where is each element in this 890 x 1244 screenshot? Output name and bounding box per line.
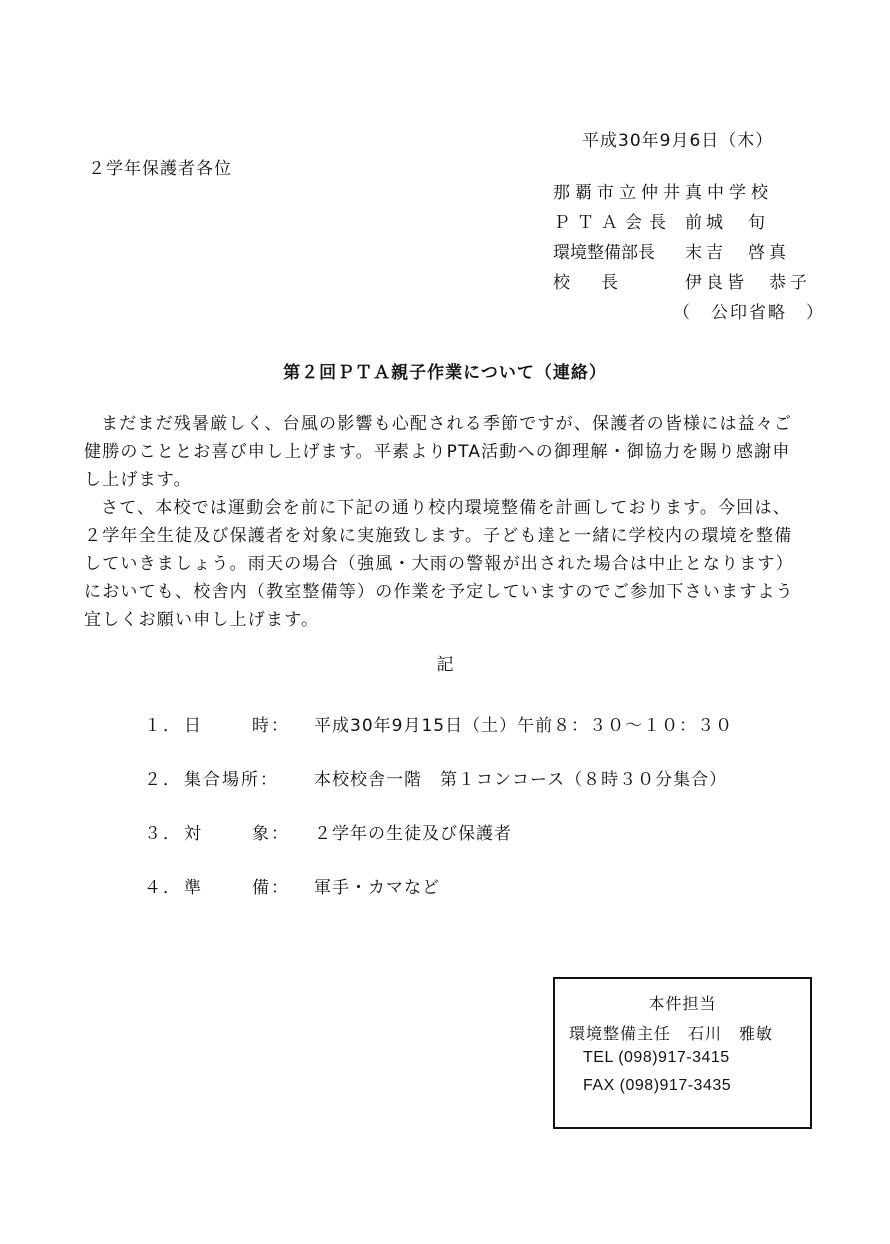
item-label-part: 象： <box>252 824 290 844</box>
contact-title: 本件担当 <box>648 994 717 1013</box>
contact-box <box>553 977 812 1129</box>
sender-row <box>553 268 825 298</box>
item-value: 本校校舎一階 第１コンコース（８時３０分集合） <box>314 770 728 790</box>
sender-block <box>553 178 825 328</box>
details-list <box>144 712 733 928</box>
school-name: 那覇市立仲井真中学校 <box>553 183 773 203</box>
contact-fax: FAX (098)917-3435 <box>583 1077 732 1094</box>
sender-role: 校 長 <box>553 273 625 293</box>
sender-name: 末吉 啓真 <box>685 243 790 263</box>
item-number: ４． <box>144 878 182 898</box>
body-text <box>84 410 804 634</box>
issue-date: 平成30年9月6日（木） <box>582 131 774 151</box>
sender-row <box>553 208 825 238</box>
item-label: 集合場所： <box>184 770 279 790</box>
item-label <box>184 874 290 928</box>
sender-role: ＰＴＡ会長 <box>553 213 673 233</box>
item-label-part: 対 <box>184 824 203 844</box>
item-number: ３． <box>144 824 182 844</box>
document-title: 第２回ＰＴＡ親子作業について（連絡） <box>283 363 607 383</box>
detail-item-preparation <box>144 874 733 928</box>
sender-name: 伊良皆 恭子 <box>685 273 811 293</box>
body-paragraph: さて、本校では運動会を前に下記の通り校内環境整備を計画しております。今回は、２学年全生徒及び保護者を対象に実施致します。子ども達と一緒に学校内の環境を整備していきましょう。雨天の場合（強風・大雨の警報が出された場合は中止となります）においても、校舎内（教室整備等）の作業を予定していますのでご参加下さいますよう宜しくお願い申し上げます。 <box>84 498 794 630</box>
item-label-part: 準 <box>184 878 203 898</box>
contact-phone: TEL (098)917-3415 <box>583 1049 730 1066</box>
detail-item-target <box>144 820 733 874</box>
sender-name: 前城 旬 <box>685 213 769 233</box>
item-value: ２学年の生徒及び保護者 <box>314 824 512 844</box>
contact-person: 環境整備主任 石川 雅敏 <box>569 1024 774 1043</box>
detail-item-place <box>144 766 733 820</box>
ki-heading: 記 <box>436 655 454 675</box>
item-label-part: 備： <box>252 878 290 898</box>
item-value: 平成30年9月15日（土）午前８：３０～１０：３０ <box>314 716 734 736</box>
recipient: ２学年保護者各位 <box>88 159 232 179</box>
sender-role: 環境整備部長 <box>553 243 655 263</box>
item-label <box>184 820 290 874</box>
item-label-part: 日 <box>184 716 203 736</box>
item-number: ２． <box>144 770 182 790</box>
item-label <box>184 712 290 766</box>
detail-item-date <box>144 712 733 766</box>
item-label-part: 時： <box>252 716 290 736</box>
item-number: １． <box>144 716 182 736</box>
body-paragraph: まだまだ残暑厳しく、台風の影響も心配される季節ですが、保護者の皆様には益々ご健勝のこととお喜び申し上げます。平素よりPTA活動への御理解・御協力を賜り感謝申し上げます。 <box>84 414 793 490</box>
seal-omitted-note: （ 公印省略 ） <box>673 303 825 323</box>
sender-row <box>553 238 825 268</box>
item-value: 軍手・カマなど <box>314 878 440 898</box>
